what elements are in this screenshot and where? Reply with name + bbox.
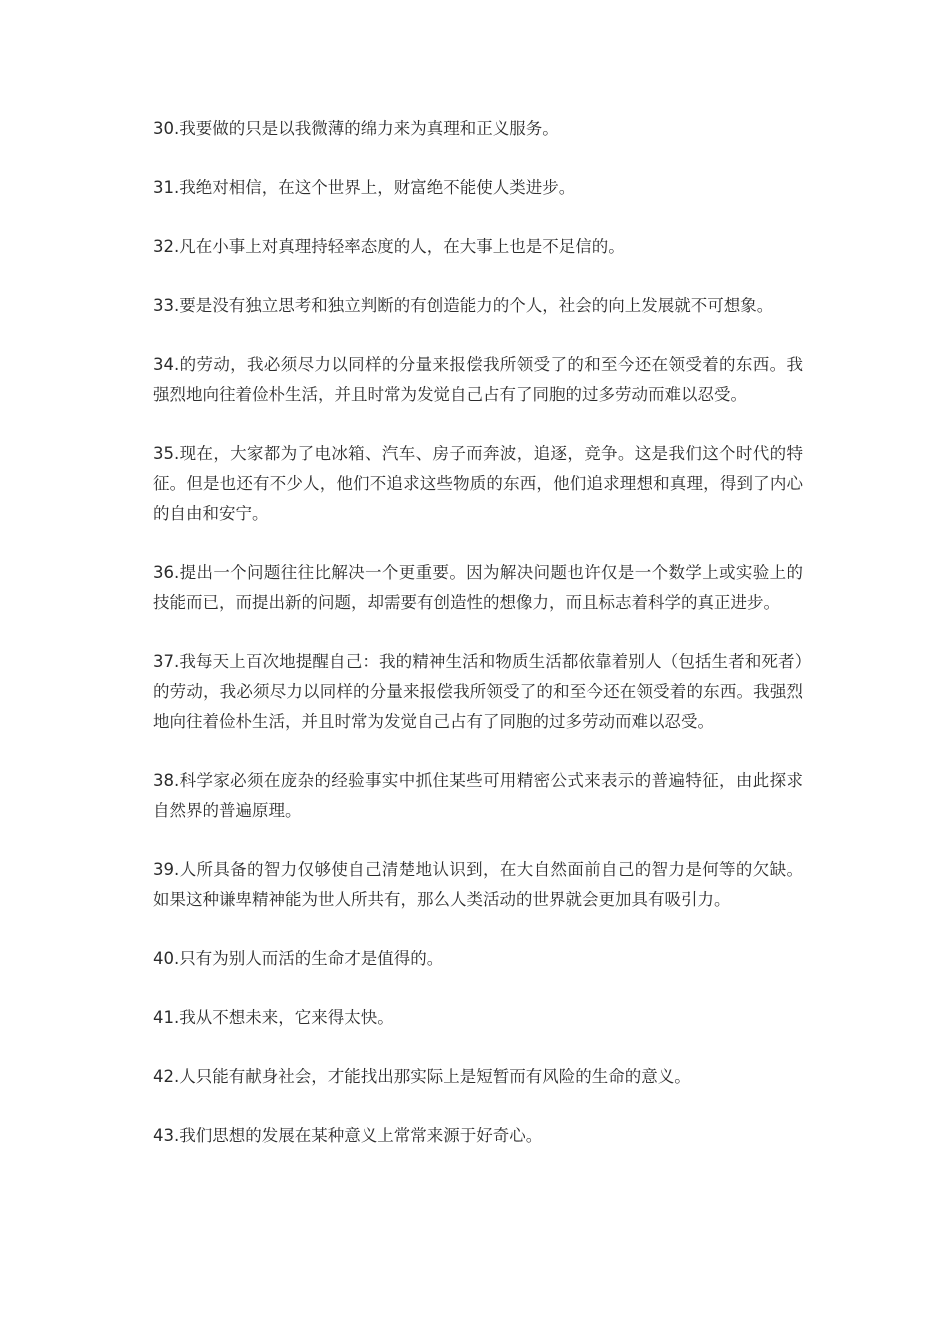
quote-paragraph-32: 32.凡在小事上对真理持轻率态度的人，在大事上也是不足信的。: [153, 237, 625, 256]
quote-paragraph-37: 37.我每天上百次地提醒自己：我的精神生活和物质生活都依靠着别人（包括生者和死者）的劳动，我必须尽力以同样的分量来报偿我所领受了的和至今还在领受着的东西。我强烈地向往着俭朴生活，并且时常为发觉自己占有了同胞的过多劳动而难以忍受。: [153, 652, 803, 731]
quote-paragraph-33: 33.要是没有独立思考和独立判断的有创造能力的个人，社会的向上发展就不可想象。: [153, 296, 774, 315]
quote-paragraph-39: 39.人所具备的智力仅够使自己清楚地认识到，在大自然面前自己的智力是何等的欠缺。如果这种谦卑精神能为世人所共有，那么人类活动的世界就会更加具有吸引力。: [153, 860, 803, 909]
quote-paragraph-38: 38.科学家必须在庞杂的经验事实中抓住某些可用精密公式来表示的普遍特征，由此探求自然界的普遍原理。: [153, 771, 803, 820]
document-body: [153, 114, 803, 1180]
quote-paragraph-42: 42.人只能有献身社会，才能找出那实际上是短暂而有风险的生命的意义。: [153, 1067, 691, 1086]
quote-paragraph-36: 36.提出一个问题往往比解决一个更重要。因为解决问题也许仅是一个数学上或实验上的技能而已，而提出新的问题，却需要有创造性的想像力，而且标志着科学的真正进步。: [153, 563, 803, 612]
quote-paragraph-31: 31.我绝对相信，在这个世界上，财富绝不能使人类进步。: [153, 178, 576, 197]
quote-paragraph-43: 43.我们思想的发展在某种意义上常常来源于好奇心。: [153, 1126, 543, 1145]
quote-paragraph-30: 30.我要做的只是以我微薄的绵力来为真理和正义服务。: [153, 119, 559, 138]
quote-paragraph-35: 35.现在，大家都为了电冰箱、汽车、房子而奔波，追逐，竞争。这是我们这个时代的特征。但是也还有不少人，他们不追求这些物质的东西，他们追求理想和真理，得到了内心的自由和安宁。: [153, 444, 803, 523]
quote-paragraph-41: 41.我从不想未来，它来得太快。: [153, 1008, 394, 1027]
quote-paragraph-34: 34.的劳动，我必须尽力以同样的分量来报偿我所领受了的和至今还在领受着的东西。我强烈地向往着俭朴生活，并且时常为发觉自己占有了同胞的过多劳动而难以忍受。: [153, 355, 803, 404]
quote-paragraph-40: 40.只有为别人而活的生命才是值得的。: [153, 949, 444, 968]
